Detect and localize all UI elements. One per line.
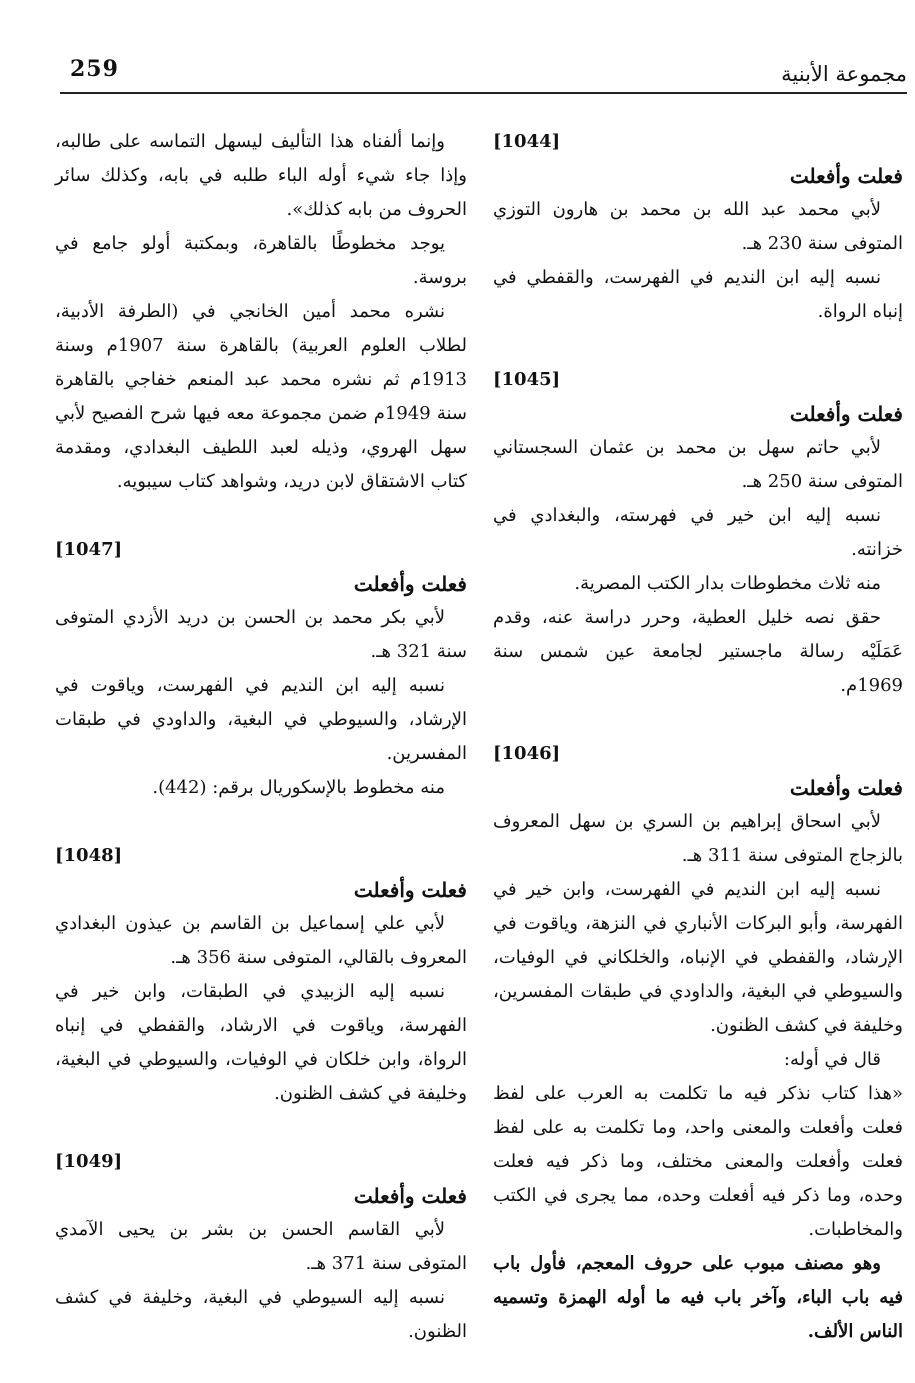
entry-location: يوجد مخطوطًا بالقاهرة، وبمكتبة أولو جامع في بروسة. [55, 233, 467, 288]
entry-attribution: نسبه إليه ابن النديم في الفهرست، وابن خير في الفهرسة، وأبو البركات الأنباري في النزهة، وياقوت في الإرشاد، والقفطي في الإنباه، والخلكاني في الوفيات، والسيوطي في البغية، والداودي في طبقات المفسرين، وخليفة في كشف الظنون. [493, 879, 903, 1036]
entry-number: [1045] [493, 369, 561, 390]
entry-edition: حقق نصه خليل العطية، وحرر دراسة عنه، وقدم عَمَلَيْه رسالة ماجستير لجامعة عين شمس سنة 1969م. [493, 607, 903, 696]
entry-attribution: نسبه إليه ابن النديم في الفهرست، والقفطي في إنباه الرواة. [493, 267, 903, 322]
entry-quote-continued: وهو مصنف مبوب على حروف المعجم، فأول باب فيه باب الباء، وآخر باب فيه ما أوله الهمزة وتسميه الناس الألف. [493, 1253, 903, 1342]
entry-1049 [55, 1145, 467, 1349]
entry-said: قال في أوله: [783, 1049, 881, 1070]
entry-title: فعلت وأفعلت [353, 878, 467, 902]
entry-attribution: نسبه إليه الزبيدي في الطبقات، وابن خير في الفهرسة، وياقوت في الارشاد، والقفطي في إنباه الرواة، وابن خلكان في الوفيات، والسيوطي في البغية، وخليفة في كشف الظنون. [55, 981, 467, 1104]
entry-1046 [493, 737, 903, 1349]
entry-title: فعلت وأفعلت [353, 572, 467, 596]
left-column [55, 125, 467, 1349]
entry-title: فعلت وأفعلت [789, 164, 903, 188]
right-column [493, 125, 903, 1383]
entry-title: فعلت وأفعلت [789, 776, 903, 800]
entry-author: لأبي علي إسماعيل بن القاسم بن عيذون البغدادي المعروف بالقالي، المتوفى سنة 356 هـ. [55, 913, 467, 968]
entry-attribution: نسبه إليه ابن النديم في الفهرست، وياقوت في الإرشاد، والسيوطي في البغية، والداودي في طبقات المفسرين. [55, 675, 467, 764]
entry-author: لأبي بكر محمد بن الحسن بن دريد الأزدي المتوفى سنة 321 هـ. [55, 607, 467, 662]
entry-manuscript: منه مخطوط بالإسكوريال برقم: (442). [152, 777, 445, 798]
entry-1048 [55, 839, 467, 1111]
entry-number: [1046] [493, 743, 561, 764]
entry-title: فعلت وأفعلت [353, 1184, 467, 1208]
entry-1044 [493, 125, 903, 329]
entry-attribution: نسبه إليه ابن خير في فهرسته، والبغدادي في خزانته. [493, 505, 903, 560]
running-title: مجموعة الأبنية [781, 62, 907, 86]
entry-number: [1047] [55, 539, 123, 560]
entry-1046-continued [55, 125, 467, 499]
entry-number: [1048] [55, 845, 123, 866]
entry-number: [1044] [493, 131, 561, 152]
entry-1045 [493, 363, 903, 703]
entry-author: لأبي حاتم سهل بن محمد بن عثمان السجستاني المتوفى سنة 250 هـ. [493, 437, 903, 492]
entry-number: [1049] [55, 1151, 123, 1172]
entry-published: نشره محمد أمين الخانجي في (الطرفة الأدبية، لطلاب العلوم العربية) بالقاهرة سنة 1907م وسنة 1913م ثم نشره محمد عبد المنعم خفاجي بالقاهرة سنة 1949م ضمن مجموعة معه فيها شرح الفصيح لأبي سهل الهروي، وذيله لعبد اللطيف البغدادي، ومقدمة كتاب الاشتقاق لابن دريد، وشواهد كتاب سيبويه. [55, 301, 467, 492]
header-rule [60, 92, 907, 94]
page-number: 259 [70, 56, 119, 82]
entry-author: لأبي اسحاق إبراهيم بن السري بن سهل المعروف بالزجاج المتوفى سنة 311 هـ. [493, 811, 903, 866]
entry-1047 [55, 533, 467, 805]
quote-continuation: وإنما ألفناه هذا التأليف ليسهل التماسه على طالبه، وإذا جاء شيء أوله الباء طلبه في بابه، وكذلك سائر الحروف من بابه كذلك». [55, 131, 467, 220]
entry-quote: «هذا كتاب نذكر فيه ما تكلمت به العرب على لفظ فعلت وأفعلت والمعنى واحد، وما تكلمت به على لفظ فعلت وأفعلت والمعنى مختلف، وما ذكر فيه فعلت وحده، وما ذكر فيه أفعلت وحده، مما يجرى في الكتب والمخاطبات. [493, 1083, 903, 1240]
entry-attribution: نسبه إليه السيوطي في البغية، وخليفة في كشف الظنون. [55, 1287, 467, 1342]
entry-author: لأبي محمد عبد الله بن محمد بن هارون التوزي المتوفى سنة 230 هـ. [493, 199, 903, 254]
entry-title: فعلت وأفعلت [789, 402, 903, 426]
entry-manuscripts: منه ثلاث مخطوطات بدار الكتب المصرية. [574, 573, 881, 594]
entry-author: لأبي القاسم الحسن بن بشر بن يحيى الآمدي المتوفى سنة 371 هـ. [55, 1219, 467, 1274]
